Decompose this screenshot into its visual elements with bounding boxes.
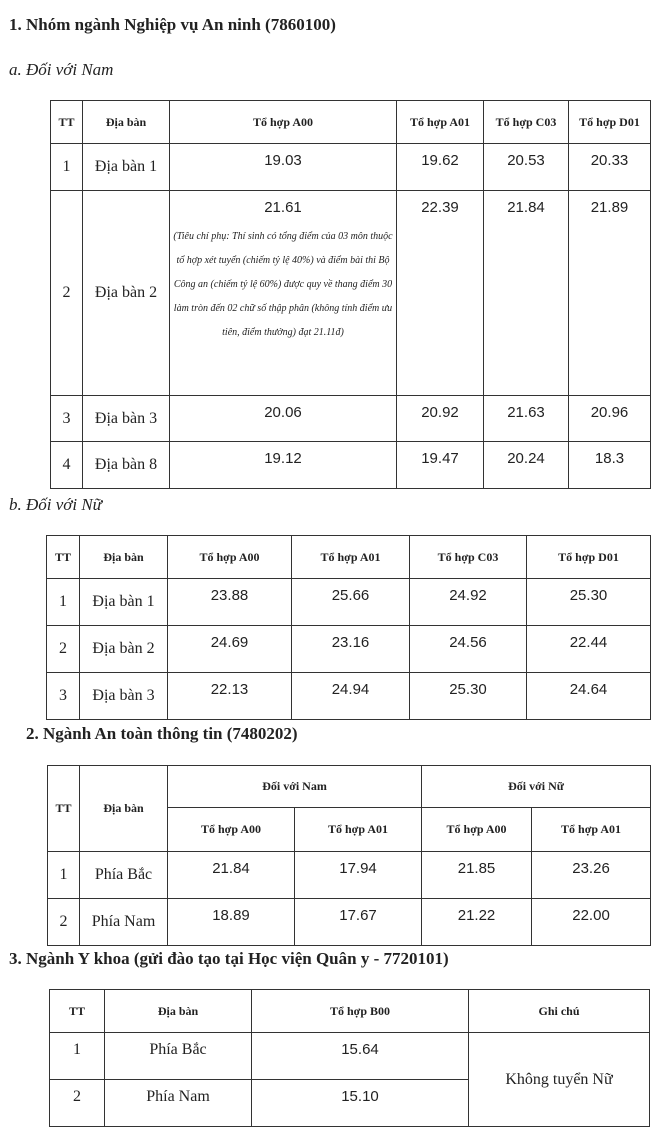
header-tt: TT xyxy=(51,101,83,144)
score-c03: 21.84 xyxy=(484,191,569,396)
score-a01: 19.62 xyxy=(397,144,484,191)
row-area: Phía Bắc xyxy=(105,1033,252,1080)
header-a01: Tổ hợp A01 xyxy=(397,101,484,144)
female-subheading: b. Đối với Nữ xyxy=(9,495,102,514)
score-a00-with-note xyxy=(170,191,397,396)
score-c03: 24.92 xyxy=(410,579,527,626)
score-a01: 22.39 xyxy=(397,191,484,396)
table-row xyxy=(48,852,651,899)
table-1a xyxy=(50,100,651,489)
header-female: Đối với Nữ xyxy=(422,766,651,808)
score-female-a01: 23.26 xyxy=(532,852,651,899)
header-note: Ghi chú xyxy=(469,990,650,1033)
table-row xyxy=(47,626,651,673)
header-d01: Tổ hợp D01 xyxy=(527,536,651,579)
score-male-a01: 17.67 xyxy=(295,899,422,946)
header-a00: Tổ hợp A00 xyxy=(168,536,292,579)
score-a01: 24.94 xyxy=(292,673,410,720)
table-header xyxy=(50,990,650,1033)
table-header xyxy=(47,536,651,579)
row-area: Phía Bắc xyxy=(80,852,168,899)
row-tt: 1 xyxy=(48,852,80,899)
row-tt: 1 xyxy=(50,1033,105,1080)
header-d01: Tổ hợp D01 xyxy=(569,101,651,144)
score-b00: 15.10 xyxy=(252,1080,469,1127)
table-row xyxy=(47,673,651,720)
score-male-a00: 18.89 xyxy=(168,899,295,946)
score-c03: 24.56 xyxy=(410,626,527,673)
row-tt: 1 xyxy=(51,144,83,191)
header-female-a01: Tổ hợp A01 xyxy=(532,808,651,852)
score-female-a01: 22.00 xyxy=(532,899,651,946)
score-a00: 24.69 xyxy=(168,626,292,673)
score-a00: 21.61 xyxy=(264,199,302,216)
row-tt: 4 xyxy=(51,442,83,489)
header-tt: TT xyxy=(47,536,80,579)
section-2-title: 2. Ngành An toàn thông tin (7480202) xyxy=(26,724,298,743)
table-2 xyxy=(47,765,651,946)
score-d01: 25.30 xyxy=(527,579,651,626)
header-female-a00: Tổ hợp A00 xyxy=(422,808,532,852)
score-a00: 19.03 xyxy=(170,144,397,191)
table-row xyxy=(48,899,651,946)
row-tt: 3 xyxy=(47,673,80,720)
table-row xyxy=(50,1033,650,1080)
tiebreak-note: (Tiêu chí phụ: Thí sinh có tổng điểm của 03 môn thuộc tổ hợp xét tuyển (chiếm tỷ lệ 40%) và điểm bài thi Bộ Công an (chiếm tỷ lệ 60%) được quy về thang điểm 30 làm tròn đến 02 chữ số thập phân (không tính điểm ưu tiên, điểm thưởng) đạt 21.11đ) xyxy=(173,231,393,338)
row-tt: 1 xyxy=(47,579,80,626)
table-row xyxy=(47,579,651,626)
table-1b xyxy=(46,535,651,720)
score-female-a00: 21.22 xyxy=(422,899,532,946)
score-male-a00: 21.84 xyxy=(168,852,295,899)
score-c03: 25.30 xyxy=(410,673,527,720)
score-a01: 20.92 xyxy=(397,396,484,442)
header-area: Địa bàn xyxy=(80,536,168,579)
score-d01: 21.89 xyxy=(569,191,651,396)
score-female-a00: 21.85 xyxy=(422,852,532,899)
table-3 xyxy=(49,989,650,1127)
row-tt: 2 xyxy=(47,626,80,673)
score-male-a01: 17.94 xyxy=(295,852,422,899)
section-1-title: 1. Nhóm ngành Nghiệp vụ An ninh (7860100) xyxy=(9,15,336,34)
score-a00: 22.13 xyxy=(168,673,292,720)
section-3-title: 3. Ngành Y khoa (gửi đào tạo tại Học viện Quân y - 7720101) xyxy=(9,949,449,968)
score-c03: 20.53 xyxy=(484,144,569,191)
header-c03: Tổ hợp C03 xyxy=(484,101,569,144)
header-a01: Tổ hợp A01 xyxy=(292,536,410,579)
score-d01: 20.33 xyxy=(569,144,651,191)
row-area: Địa bàn 2 xyxy=(80,626,168,673)
score-b00: 15.64 xyxy=(252,1033,469,1080)
score-a01: 19.47 xyxy=(397,442,484,489)
score-d01: 18.3 xyxy=(569,442,651,489)
score-c03: 20.24 xyxy=(484,442,569,489)
score-c03: 21.63 xyxy=(484,396,569,442)
score-d01: 24.64 xyxy=(527,673,651,720)
note-cell: Không tuyển Nữ xyxy=(469,1033,650,1127)
row-tt: 2 xyxy=(50,1080,105,1127)
table-row xyxy=(51,191,651,396)
row-area: Phía Nam xyxy=(80,899,168,946)
table-row xyxy=(51,144,651,191)
male-subheading: a. Đối với Nam xyxy=(9,60,114,79)
header-male-a01: Tổ hợp A01 xyxy=(295,808,422,852)
score-a00: 19.12 xyxy=(170,442,397,489)
score-a01: 23.16 xyxy=(292,626,410,673)
header-male: Đối với Nam xyxy=(168,766,422,808)
header-tt: TT xyxy=(50,990,105,1033)
header-a00: Tổ hợp A00 xyxy=(170,101,397,144)
row-area: Địa bàn 3 xyxy=(80,673,168,720)
row-tt: 2 xyxy=(51,191,83,396)
row-tt: 2 xyxy=(48,899,80,946)
score-d01: 20.96 xyxy=(569,396,651,442)
header-area: Địa bàn xyxy=(83,101,170,144)
row-area: Địa bàn 8 xyxy=(83,442,170,489)
header-c03: Tổ hợp C03 xyxy=(410,536,527,579)
header-area: Địa bàn xyxy=(105,990,252,1033)
row-tt: 3 xyxy=(51,396,83,442)
header-male-a00: Tổ hợp A00 xyxy=(168,808,295,852)
score-a00: 23.88 xyxy=(168,579,292,626)
row-area: Địa bàn 1 xyxy=(83,144,170,191)
score-d01: 22.44 xyxy=(527,626,651,673)
row-area: Địa bàn 1 xyxy=(80,579,168,626)
header-tt: TT xyxy=(48,766,80,852)
header-b00: Tổ hợp B00 xyxy=(252,990,469,1033)
table-row xyxy=(51,442,651,489)
row-area: Địa bàn 2 xyxy=(83,191,170,396)
table-header xyxy=(48,766,651,808)
header-area: Địa bàn xyxy=(80,766,168,852)
score-a01: 25.66 xyxy=(292,579,410,626)
score-a00: 20.06 xyxy=(170,396,397,442)
table-row xyxy=(51,396,651,442)
row-area: Phía Nam xyxy=(105,1080,252,1127)
row-area: Địa bàn 3 xyxy=(83,396,170,442)
table-header xyxy=(51,101,651,144)
